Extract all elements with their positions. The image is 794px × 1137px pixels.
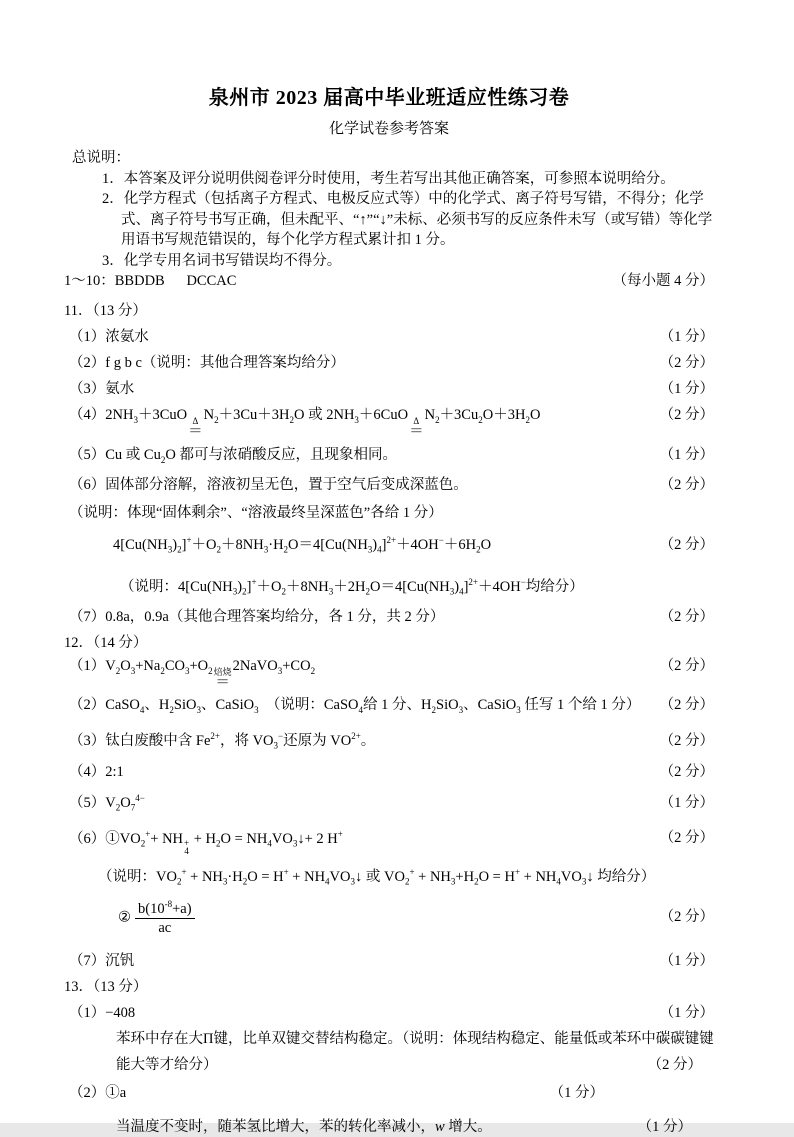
score-label: （2 分）	[659, 407, 714, 423]
line-text: （说明：$4[Cu(NH_3)_2]^++O_2+8NH_3+2H_2O=4[Cu(NH_3)_4]^{2+}+4OH^-$均给分）	[120, 576, 584, 597]
score-label: （1 分）	[659, 446, 714, 463]
line-text: 当温度不变时，随苯氢比增大，苯的转化率减小，w 增大。	[116, 1118, 492, 1135]
score-label: （1 分）	[659, 952, 714, 969]
general-note-1	[64, 169, 714, 190]
score-label: （2 分）	[659, 537, 714, 554]
document-body	[64, 148, 714, 1137]
score-label: （2 分）	[659, 733, 714, 750]
q11-6-equation-note	[64, 572, 714, 602]
score-label: （2 分）	[659, 909, 714, 926]
line-text: （2）①a	[69, 1085, 127, 1102]
line-text: ② $\frac{b(10^{-8}+a)}{ac}$	[118, 899, 199, 937]
line-text: （7）0.8a，0.9a（其他合理答案均给分，各 1 分，共 2 分）	[69, 609, 445, 626]
q13-2-explain	[64, 1117, 714, 1137]
document-title: 泉州市 2023 届高中毕业班适应性练习卷	[208, 87, 570, 109]
q12-7	[64, 951, 714, 972]
score-label: （2 分）	[659, 355, 714, 371]
q12-2	[64, 695, 714, 720]
line-text: $(5)V_2O_7^{4-}$	[69, 792, 145, 813]
document-subtitle: 化学试卷参考答案	[328, 121, 449, 137]
line-text: 11．（13 分）	[64, 303, 147, 319]
line-text: 3．化学专用名词书写错误均不得分。	[102, 252, 342, 269]
score-label: （2 分）	[659, 830, 714, 847]
q11-6-note	[64, 503, 714, 524]
q13-1	[64, 1003, 714, 1024]
q11-6	[64, 475, 714, 496]
q12-1	[64, 656, 714, 690]
line-text: $(4)2NH_3+3CuO$ Δ ＝ $N_2+3Cu+3H_2O$ 或 $2NH_3+6CuO$ Δ ＝ $N_2+3Cu_2O+3H_2O$	[69, 407, 541, 440]
score-label: （2 分）	[647, 1056, 702, 1073]
line-text: 式、离子符号书写正确，但未配平、“↑”“↓”未标、必须书写的反应条件未写（或写错）等化学	[121, 211, 713, 228]
q12-6	[64, 824, 714, 856]
q12-4	[64, 762, 714, 783]
line-text: 1．本答案及评分说明供阅卷评分时使用，考生若写出其他正确答案，可参照本说明给分。	[102, 170, 675, 187]
q11-3	[64, 379, 714, 400]
line-text: （1）浓氨水	[69, 329, 149, 345]
score-label: （2 分）	[659, 657, 714, 674]
line-text: （3）氨水	[69, 381, 135, 397]
score-label: （2 分）	[659, 477, 714, 494]
line-text: （2）f g b c（说明：其他合理答案均给分）	[69, 355, 345, 371]
line-text: （3）钛白废酸中含 $Fe^{2+}$，将 $VO_3^-$还原为 $VO^{2+}$。	[69, 731, 376, 751]
line-text: （1）−408	[69, 1004, 136, 1021]
q11-5	[64, 445, 714, 470]
q11-1	[64, 327, 714, 348]
score-label: （1 分）	[659, 794, 714, 811]
line-text: （4）2:1	[69, 763, 124, 780]
line-text: 2．化学方程式（包括离子方程式、电极反应式等）中的化学式、离子符号写错，不得分；化学	[102, 191, 704, 207]
line-text: （说明：体现“固体剩余”、“溶液最终呈深蓝色”各给 1 分）	[69, 504, 443, 521]
line-text: （6）固体部分溶解，溶液初呈无色，置于空气后变成深蓝色。	[69, 477, 468, 494]
q11-2	[64, 353, 714, 374]
q12-3	[64, 726, 714, 756]
line-text: 13．（13 分）	[64, 978, 148, 995]
score-label: （每小题 4 分）	[612, 273, 714, 289]
q12-6-note	[64, 862, 714, 892]
line-text: 1～10：BBDDB DCCAC	[64, 273, 237, 289]
score-label: （1 分）	[549, 1085, 604, 1102]
line-text: （5）Cu 或 $Cu_2O$ 都可与浓硝酸反应，且现象相同。	[69, 446, 397, 465]
line-text: $4[Cu(NH_3)_2]^++O_2+8NH_3\cdot H_2O=4[Cu(NH_3)_4]^{2+}+4OH^-+6H_2O$	[113, 535, 492, 556]
q11-7	[64, 607, 714, 628]
q13-header	[64, 977, 714, 998]
line-text: （说明：$VO_2^+ + NH_3\cdot H_2O = H^+$ + $NH_4VO_3↓$ 或 $VO_2^+ + NH_3+H_2O = H^+$ + $NH_4VO_3↓$ 均给分）	[98, 867, 656, 888]
line-text: 总说明：	[72, 150, 130, 166]
line-text: $(1)V_2O_3+Na_2CO_3+O_2$ 焙烧 ＝ $2NaVO_3+CO_2$	[69, 657, 316, 691]
line-text: 12．（14 分）	[64, 635, 148, 652]
q11-4	[64, 405, 714, 439]
q12-header	[64, 633, 714, 654]
score-label: （1 分）	[659, 1004, 714, 1021]
score-label: （2 分）	[659, 697, 714, 714]
general-note-3	[64, 251, 714, 272]
line-text: （7）沉钒	[69, 952, 135, 969]
multiple-choice-answers	[64, 271, 714, 292]
line-text: （2）CaSO$_4$、$H_2SiO_3$、CaSiO$_3$ （说明：CaSO$_4$给 1 分、$H_2SiO_3$、CaSiO$_3$ 任写 1 个给 1 分）	[69, 697, 641, 716]
general-note-2-cont-2	[64, 230, 714, 251]
q11-header	[64, 301, 714, 322]
general-note-2-cont-1	[64, 210, 714, 231]
line-text: 能大等才给分）	[116, 1056, 218, 1073]
q12-5	[64, 788, 714, 818]
general-note-2	[64, 189, 714, 210]
line-text: 苯环中存在大Π键，比单双键交替结构稳定。（说明：体现结构稳定、能量低或苯环中碳碳键键	[116, 1030, 714, 1047]
q13-1-explain-1	[64, 1029, 714, 1050]
general-notes-heading	[72, 148, 714, 169]
score-label: （2 分）	[659, 763, 714, 780]
score-label: （2 分）	[659, 609, 714, 626]
q13-1-explain-2	[64, 1055, 714, 1076]
score-label: （1 分）	[659, 381, 714, 397]
score-label: （1 分）	[659, 329, 714, 345]
score-label: （1 分）	[637, 1118, 692, 1135]
q12-6-2	[64, 899, 714, 937]
line-text: $(6)①VO_2^++$ NH + 4 + $H_2O$ = $NH_4VO_3↓+ 2$ H+	[69, 828, 343, 857]
line-text: 用语书写规范错误的，每个化学方程式累计扣 1 分。	[121, 232, 455, 248]
q13-2	[64, 1083, 714, 1104]
q11-6-equation	[64, 530, 714, 560]
